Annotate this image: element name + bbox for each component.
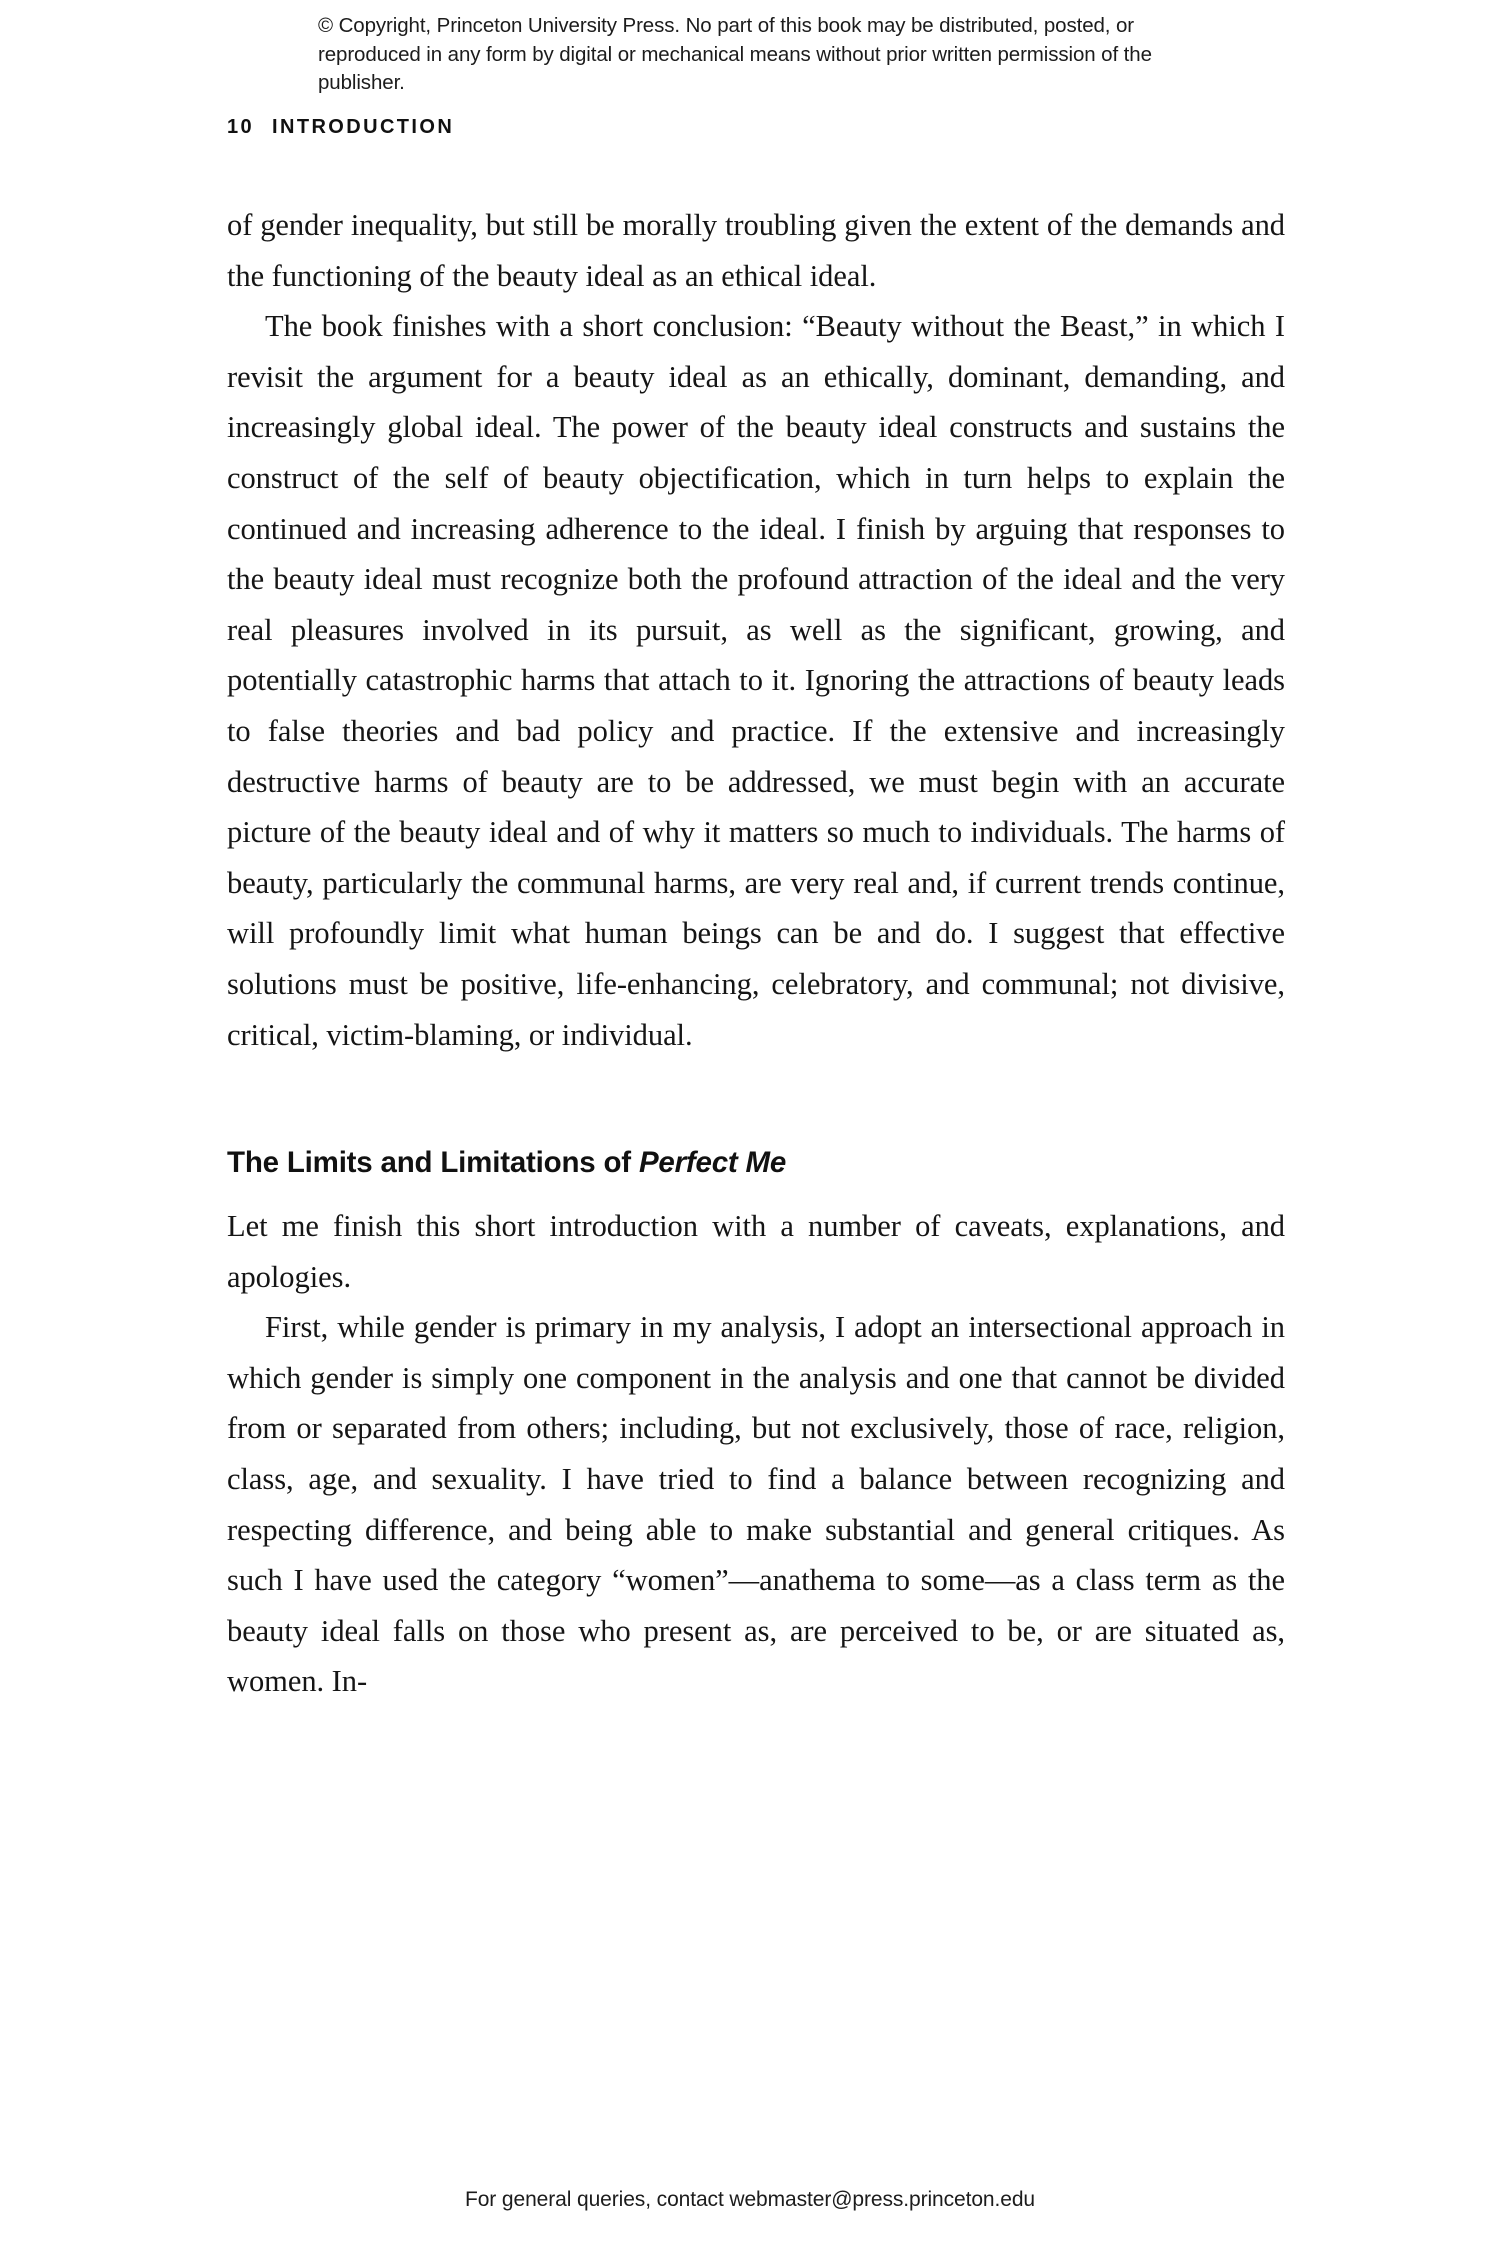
spacer [227,1060,1285,1143]
body-paragraph: The book finishes with a short conclusion: “Beauty without the Beast,” in which I revisit the argument for a beauty ideal as an ethically, dominant, demanding, and increasingly global ideal. The power of the beauty ideal constructs and sustains the construct of the self of beauty objectification, which in turn helps to explain the continued and increasing adherence to the ideal. I finish by arguing that responses to the beauty ideal must recognize both the profound attraction of the ideal and the very real pleasures involved in its pursuit, as well as the significant, growing, and potentially catastrophic harms that attach to it. Ignoring the attractions of beauty leads to false theories and bad policy and practice. If the extensive and increasingly destructive harms of beauty are to be addressed, we must begin with an accurate picture of the beauty ideal and of why it matters so much to individuals. The harms of beauty, particularly the communal harms, are very real and, if current trends continue, will profoundly limit what human beings can be and do. I suggest that effective solutions must be positive, life-enhancing, celebratory, and communal; not divisive, critical, victim-blaming, or individual. [227,309,1285,1052]
section-heading-prefix: The Limits and Limitations of [227,1146,639,1180]
copyright-notice: © Copyright, Princeton University Press. No part of this book may be distributed, posted, or reproduced in any form by digital or mechanical means without prior written permission of the publisher. [318,14,1152,94]
spacer [227,1183,1285,1201]
body-paragraph: Let me finish this short introduction with a number of caveats, explanations, and apologies. [227,1209,1285,1294]
body-paragraph: of gender inequality, but still be morally troubling given the extent of the demands and the functioning of the beauty ideal as an ethical ideal. [227,208,1285,293]
body-paragraph: First, while gender is primary in my analysis, I adopt an intersectional approach in which gender is simply one component in the analysis and one that cannot be divided from or separated from others; including, but not exclusively, those of race, religion, class, age, and sexuality. I have tried to find a balance between recognizing and respecting difference, and being able to make substantial and general critiques. As such I have used the category “women”—anathema to some—as a class term as the beauty ideal falls on those who present as, are perceived to be, or are situated as, women. In- [227,1310,1285,1699]
section-heading [227,1143,1285,1183]
running-head [227,116,454,139]
section-heading-work-title: Perfect Me [638,1146,787,1180]
page-number: 10 [227,116,255,138]
chapter-label: INTRODUCTION [272,116,455,138]
text-block [227,200,1285,1707]
footer-queries-line: For general queries, contact webmaster@press.princeton.edu [465,2188,1035,2211]
